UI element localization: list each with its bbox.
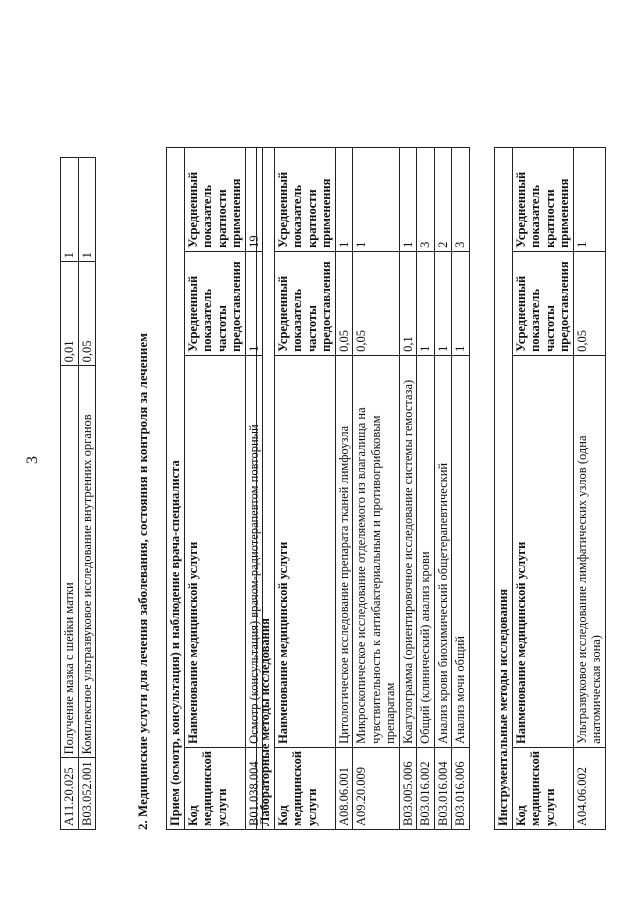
service-code: B03.052.001 <box>78 758 96 830</box>
frequency-value: 0,1 <box>399 251 417 355</box>
instrumental-table <box>494 147 606 830</box>
service-name: Анализ мочи общий <box>452 355 470 747</box>
lab-table <box>256 147 470 830</box>
page-number: 3 <box>24 456 41 464</box>
service-name: Комплексное ультразвуковое исследование внутренних органов <box>78 366 96 758</box>
table-header-row <box>184 147 245 829</box>
top-table <box>60 157 96 830</box>
service-name: Анализ крови биохимический общетерапевтический <box>434 355 452 747</box>
service-code: B03.016.004 <box>434 747 452 829</box>
table-row <box>452 147 470 829</box>
table-row <box>335 147 353 829</box>
table-row <box>399 147 417 829</box>
multiplicity-value: 3 <box>452 147 470 251</box>
header-code: Код медицинской услуги <box>512 747 573 829</box>
lab-subheader: Лабораторные методы исследования <box>257 147 275 829</box>
service-code: A08.06.001 <box>335 747 353 829</box>
header-multiplicity: Усредненный показатель кратности применения <box>184 147 245 251</box>
multiplicity-value: 1 <box>61 158 79 262</box>
frequency-value: 0,05 <box>353 251 400 355</box>
header-frequency: Усредненный показатель частоты предоставления <box>184 251 245 355</box>
reception-subheader: Прием (осмотр, консультация) и наблюдение врача-специалиста <box>167 147 185 829</box>
table-header-row <box>274 147 335 829</box>
service-name: Коагулограмма (ориентировочное исследование системы гемостаза) <box>399 355 417 747</box>
header-frequency: Усредненный показатель частоты предоставления <box>274 251 335 355</box>
instrumental-subheader: Инструментальные методы исследования <box>495 147 513 829</box>
table-row <box>434 147 452 829</box>
service-name: Микроскопическое исследование отделяемого из влагалища на чувствительность к антибактериальным и противогрибковым препаратам <box>353 355 400 747</box>
header-code: Код медицинской услуги <box>274 747 335 829</box>
rotated-page <box>14 22 626 894</box>
multiplicity-value: 2 <box>434 147 452 251</box>
table-row <box>573 147 605 829</box>
multiplicity-value: 1 <box>335 147 353 251</box>
service-code: B03.016.002 <box>417 747 435 829</box>
header-name: Наименование медицинской услуги <box>184 355 245 747</box>
multiplicity-value: 19 <box>245 147 263 251</box>
multiplicity-value: 3 <box>417 147 435 251</box>
service-name: Получение мазка с шейки матки <box>61 366 79 758</box>
frequency-value: 1 <box>245 251 263 355</box>
header-multiplicity: Усредненный показатель кратности применения <box>512 147 573 251</box>
header-name: Наименование медицинской услуги <box>274 355 335 747</box>
header-name: Наименование медицинской услуги <box>512 355 573 747</box>
service-name: Общий (клинический) анализ крови <box>417 355 435 747</box>
service-name: Ультразвуковое исследование лимфатических узлов (одна анатомическая зона) <box>573 355 605 747</box>
multiplicity-value: 1 <box>399 147 417 251</box>
service-code: B03.005.006 <box>399 747 417 829</box>
reception-table <box>166 147 263 830</box>
table-row <box>78 158 96 830</box>
header-multiplicity: Усредненный показатель кратности применения <box>274 147 335 251</box>
section-title: 2. Медицинские услуги для лечения заболевания, состояния и контроля за лечением <box>135 332 150 830</box>
multiplicity-value: 1 <box>353 147 400 251</box>
service-code: A04.06.002 <box>573 747 605 829</box>
frequency-value: 0,01 <box>61 262 79 366</box>
frequency-value: 0,05 <box>573 251 605 355</box>
service-name: Цитологическое исследование препарата тканей лимфоузла <box>335 355 353 747</box>
table-row <box>417 147 435 829</box>
frequency-value: 1 <box>434 251 452 355</box>
service-code: A09.20.009 <box>353 747 400 829</box>
multiplicity-value: 1 <box>78 158 96 262</box>
table-row <box>353 147 400 829</box>
service-name: Осмотр (консультация) врачом-радиотерапевтом повторный <box>245 355 263 747</box>
table-header-row <box>512 147 573 829</box>
frequency-value: 1 <box>452 251 470 355</box>
table-row <box>61 158 79 830</box>
frequency-value: 1 <box>417 251 435 355</box>
multiplicity-value: 1 <box>573 147 605 251</box>
header-code: Код медицинской услуги <box>184 747 245 829</box>
service-code: B01.038.004 <box>245 747 263 829</box>
header-frequency: Усредненный показатель частоты предоставления <box>512 251 573 355</box>
frequency-value: 0,05 <box>335 251 353 355</box>
service-code: A11.20.025 <box>61 758 79 830</box>
frequency-value: 0,05 <box>78 262 96 366</box>
service-code: B03.016.006 <box>452 747 470 829</box>
